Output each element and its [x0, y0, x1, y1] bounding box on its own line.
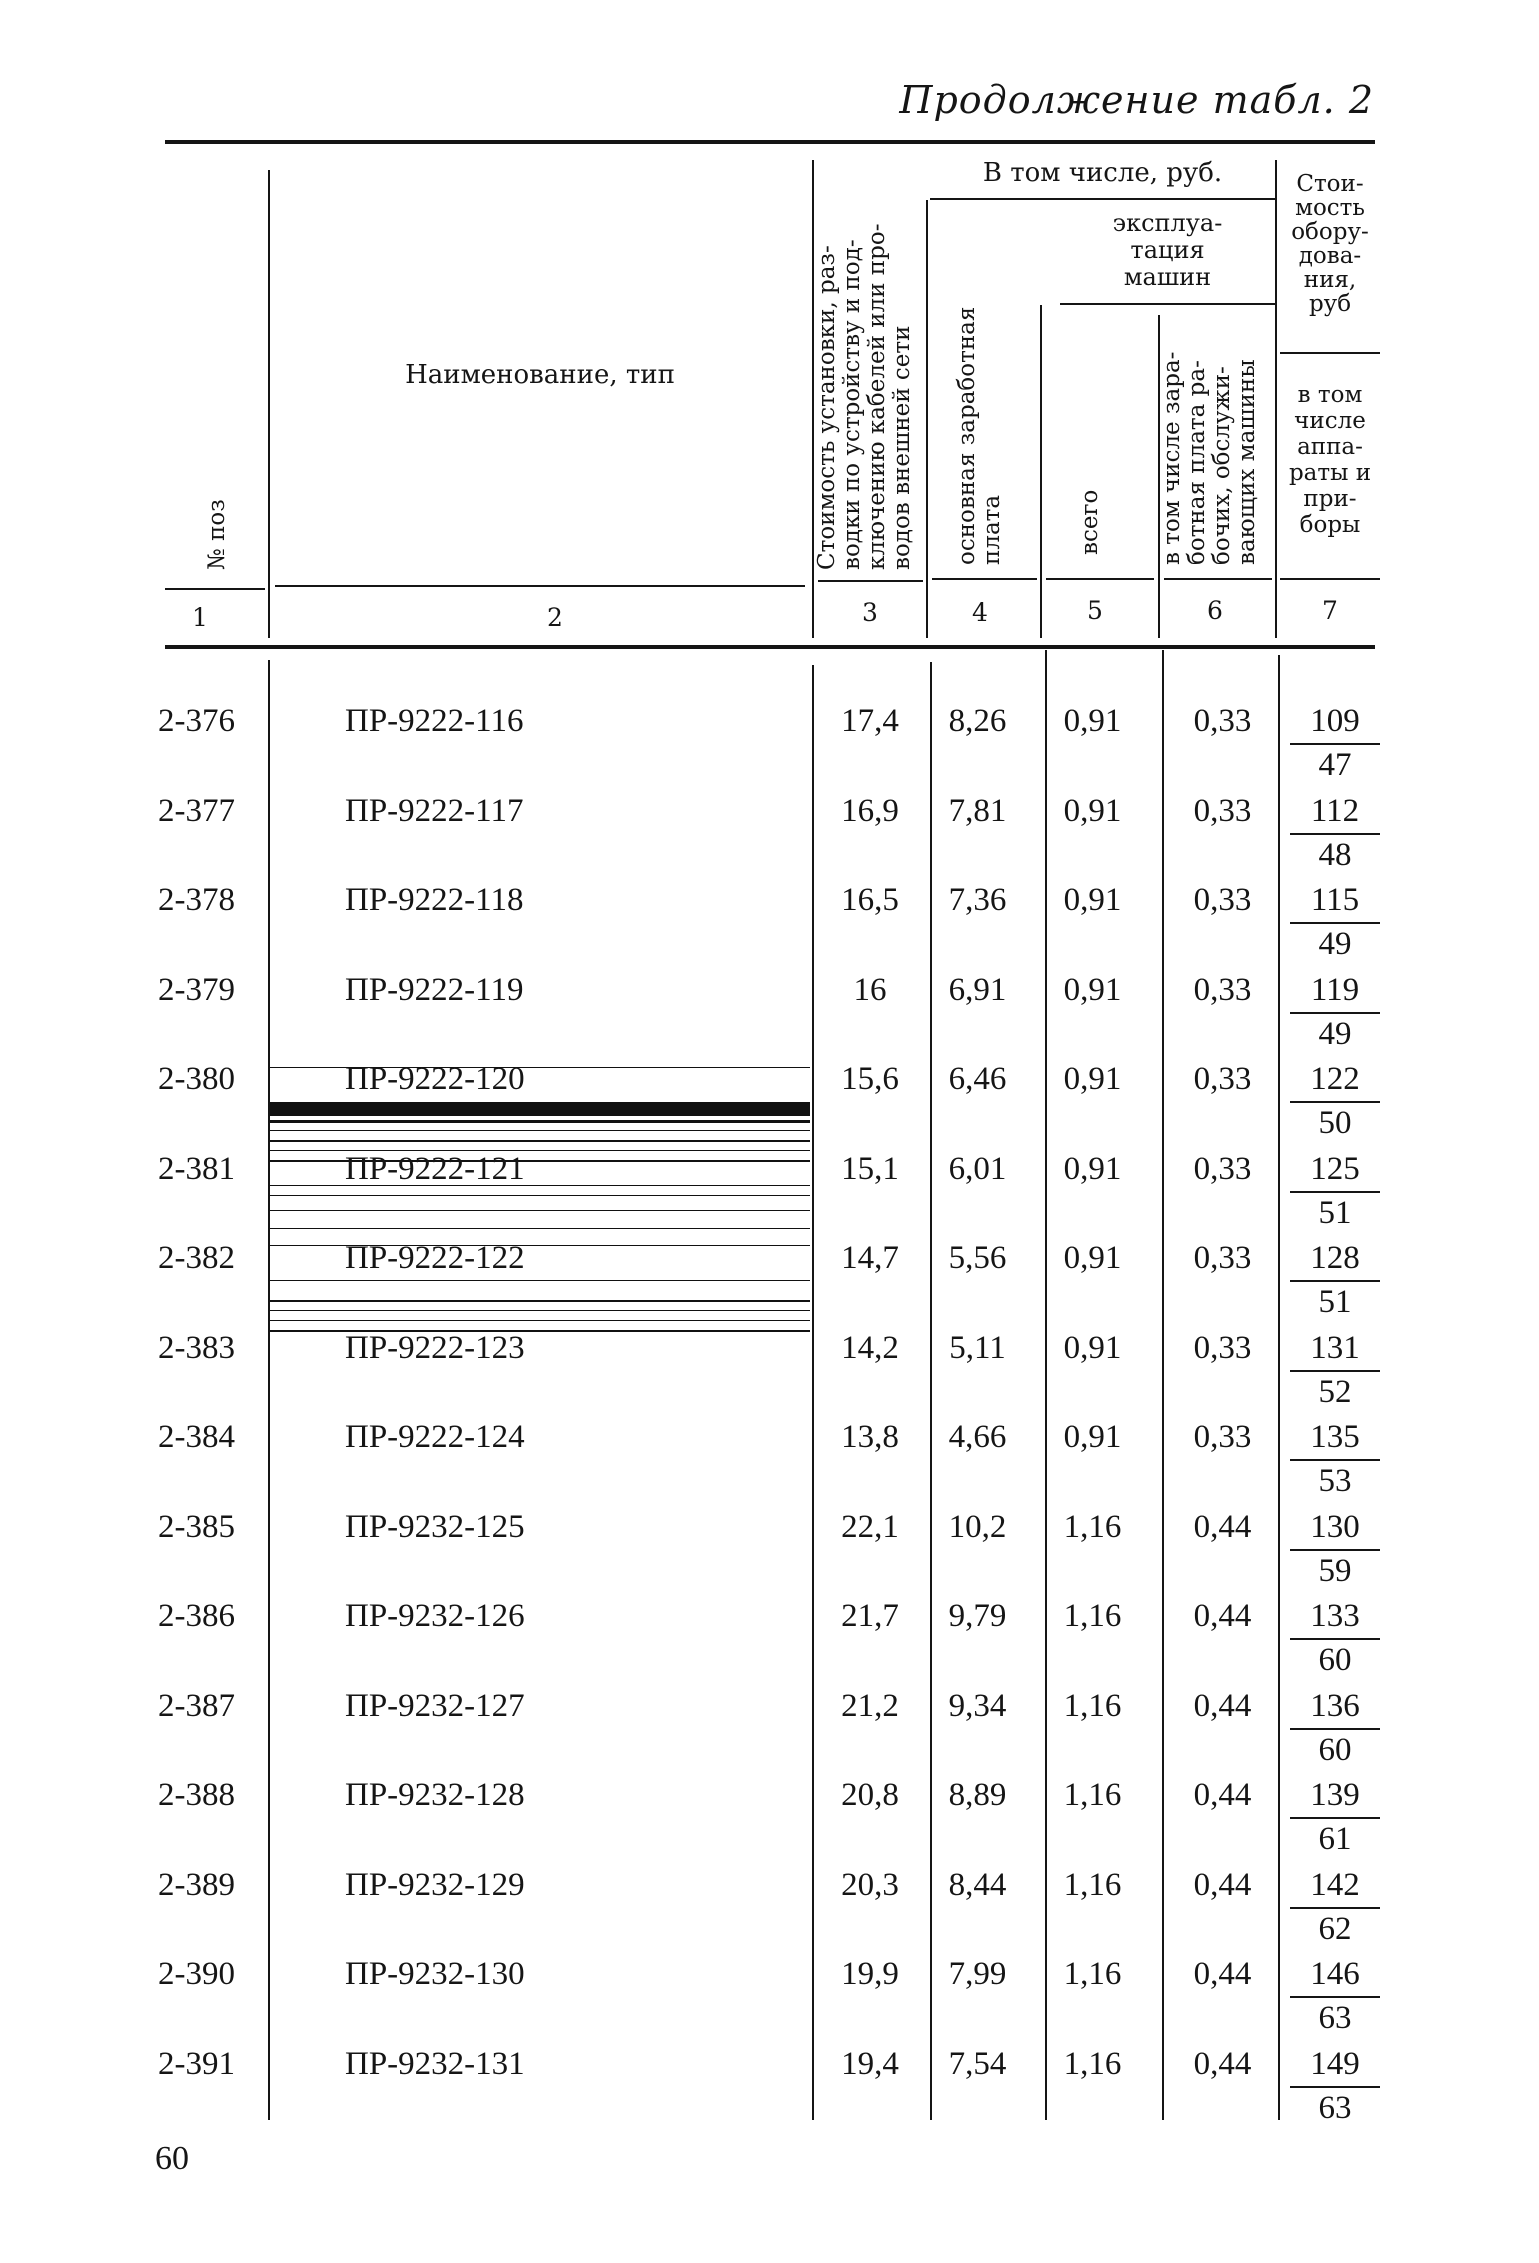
row-name: ПР-9222-122: [345, 1240, 525, 1276]
row-name: ПР-9222-119: [345, 971, 524, 1008]
table-caption: Продолжение табл. 2: [899, 78, 1374, 122]
row-pos: 2-391: [158, 2045, 235, 2082]
colnum-7: 7: [1322, 596, 1338, 625]
scan-artifact: [270, 1195, 810, 1196]
row-c6: 0,33: [1193, 703, 1252, 739]
row-c6: 0,44: [1193, 1508, 1252, 1545]
row-c7-top: 142: [1310, 1866, 1360, 1903]
scan-artifact: [270, 1320, 810, 1321]
row-c4: 9,34: [948, 1687, 1007, 1724]
row-c7-bottom: 48: [1318, 836, 1352, 873]
body-divider-3: [930, 662, 932, 2120]
header-col3: [815, 170, 915, 570]
row-c7-bottom: 59: [1318, 1552, 1352, 1589]
fraction-line: [1290, 1191, 1380, 1193]
fraction-line: [1290, 1459, 1380, 1461]
row-pos: 2-390: [158, 1956, 235, 1992]
header-bottom-rule-7: [1280, 578, 1380, 580]
header-col4-text: основная заработная плата: [954, 306, 1005, 565]
row-pos: 2-382: [158, 1240, 235, 1276]
row-c7-top: 122: [1310, 1061, 1360, 1097]
row-c6: 0,44: [1193, 2045, 1252, 2082]
row-c5: 0,91: [1063, 1240, 1122, 1276]
body-divider-1: [268, 660, 270, 2120]
row-c7-bottom: 49: [1318, 1015, 1352, 1052]
header-col6: [1160, 352, 1260, 565]
column-numbers-rule: [165, 645, 1375, 649]
row-c3: 13,8: [841, 1419, 899, 1455]
row-pos: 2-376: [158, 703, 235, 739]
colnum-1: 1: [192, 603, 208, 632]
exploit-group-rule: [1060, 303, 1275, 305]
row-c7-bottom: 63: [1318, 2089, 1352, 2126]
row-c4: 4,66: [948, 1419, 1007, 1455]
fraction-line: [1290, 1817, 1380, 1819]
colnum-4: 4: [972, 598, 988, 627]
row-name: ПР-9232-128: [345, 1777, 525, 1813]
row-c7-top: 130: [1310, 1508, 1360, 1545]
h7-split-rule: [1280, 352, 1380, 354]
row-pos: 2-388: [158, 1777, 235, 1813]
row-name: ПР-9222-121: [345, 1150, 525, 1187]
colnum-3: 3: [862, 598, 878, 627]
row-c7-bottom: 50: [1318, 1105, 1352, 1141]
row-c7-top: 131: [1310, 1329, 1360, 1366]
row-c5: 1,16: [1063, 1956, 1122, 1992]
row-c7-bottom: 51: [1318, 1194, 1352, 1231]
row-c3: 21,2: [841, 1687, 899, 1724]
row-c6: 0,33: [1193, 792, 1252, 829]
row-c4: 7,54: [948, 2045, 1007, 2082]
incl-group-rule: [930, 198, 1275, 200]
row-c7-top: 128: [1310, 1240, 1360, 1276]
row-c3: 16: [853, 971, 887, 1008]
row-name: ПР-9232-125: [345, 1508, 525, 1545]
row-name: ПР-9222-124: [345, 1419, 525, 1455]
row-c4: 7,81: [948, 792, 1007, 829]
row-c3: 16,5: [841, 882, 899, 918]
row-name: ПР-9232-131: [345, 2045, 525, 2082]
header-col7-top-text: Стои- мость обору- дова- ния, руб: [1291, 171, 1369, 317]
header-divider-4: [1040, 305, 1042, 638]
header-bottom-rule-1: [165, 588, 265, 590]
row-c7-top: 135: [1310, 1419, 1360, 1455]
row-pos: 2-380: [158, 1061, 235, 1097]
header-exploit-group: [1060, 210, 1275, 291]
row-c5: 0,91: [1063, 882, 1122, 918]
row-c5: 0,91: [1063, 703, 1122, 739]
row-c7-bottom: 52: [1318, 1373, 1352, 1410]
row-c6: 0,44: [1193, 1866, 1252, 1903]
body-divider-2: [812, 665, 814, 2120]
header-pos: № поз: [204, 499, 230, 570]
row-c3: 15,6: [841, 1061, 899, 1097]
scan-artifact: [270, 1228, 810, 1229]
row-c5: 0,91: [1063, 1150, 1122, 1187]
row-pos: 2-381: [158, 1150, 235, 1187]
header-divider-6: [1275, 160, 1277, 638]
row-c7-top: 125: [1310, 1150, 1360, 1187]
row-name: ПР-9222-116: [345, 703, 524, 739]
row-c7-top: 146: [1310, 1956, 1360, 1992]
scan-artifact: [270, 1210, 810, 1211]
scan-artifact: [270, 1120, 810, 1123]
fraction-line: [1290, 1996, 1380, 1998]
row-name: ПР-9222-118: [345, 882, 524, 918]
header-col7-top: [1280, 172, 1380, 316]
row-pos: 2-377: [158, 792, 235, 829]
row-c4: 6,01: [948, 1150, 1007, 1187]
body-divider-4: [1045, 650, 1047, 2120]
colnum-2: 2: [547, 603, 563, 632]
header-exploit-group-text: эксплуа- тация машин: [1112, 209, 1223, 291]
row-pos: 2-387: [158, 1687, 235, 1724]
row-c3: 21,7: [841, 1598, 899, 1634]
header-col4: [955, 307, 1005, 565]
row-c4: 5,56: [948, 1240, 1007, 1276]
row-c5: 0,91: [1063, 792, 1122, 829]
fraction-line: [1290, 1012, 1380, 1014]
row-c7-bottom: 60: [1318, 1731, 1352, 1768]
fraction-line: [1290, 1280, 1380, 1282]
row-c5: 0,91: [1063, 1329, 1122, 1366]
row-pos: 2-389: [158, 1866, 235, 1903]
header-divider-1: [268, 170, 270, 638]
fraction-line: [1290, 1728, 1380, 1730]
row-c7-top: 139: [1310, 1777, 1360, 1813]
header-col3-text: Стоимость установки, раз- водки по устройству и под- ключению кабелей или про- водов внешней сети: [814, 223, 915, 570]
fraction-line: [1290, 1638, 1380, 1640]
row-pos: 2-386: [158, 1598, 235, 1634]
row-c4: 6,91: [948, 971, 1007, 1008]
fraction-line: [1290, 1549, 1380, 1551]
row-c6: 0,33: [1193, 1150, 1252, 1187]
row-c3: 14,7: [841, 1240, 899, 1276]
scan-artifact: [270, 1102, 810, 1116]
scan-artifact: [270, 1300, 810, 1302]
row-name: ПР-9222-123: [345, 1329, 525, 1366]
fraction-line: [1290, 743, 1380, 745]
row-c3: 16,9: [841, 792, 899, 829]
scan-artifact: [270, 1280, 810, 1281]
row-c4: 8,89: [948, 1777, 1007, 1813]
header-bottom-rule-5: [1046, 578, 1154, 580]
row-c3: 22,1: [841, 1508, 899, 1545]
row-name: ПР-9232-127: [345, 1687, 525, 1724]
row-c7-top: 115: [1310, 882, 1360, 918]
row-c3: 14,2: [841, 1329, 899, 1366]
row-c7-bottom: 60: [1318, 1642, 1352, 1678]
colnum-6: 6: [1207, 596, 1223, 625]
row-c5: 1,16: [1063, 1598, 1122, 1634]
row-pos: 2-378: [158, 882, 235, 918]
row-c4: 5,11: [949, 1329, 1006, 1366]
header-bottom-rule-2: [275, 585, 805, 587]
row-c5: 1,16: [1063, 1508, 1122, 1545]
row-c7-bottom: 47: [1318, 747, 1352, 783]
row-c4: 8,44: [948, 1866, 1007, 1903]
row-c4: 7,99: [948, 1956, 1007, 1992]
row-c7-top: 109: [1310, 703, 1360, 739]
row-name: ПР-9232-129: [345, 1866, 525, 1903]
row-name: ПР-9222-120: [345, 1061, 525, 1097]
row-name: ПР-9222-117: [345, 792, 524, 829]
fraction-line: [1290, 1907, 1380, 1909]
row-pos: 2-379: [158, 971, 235, 1008]
fraction-line: [1290, 1101, 1380, 1103]
row-c6: 0,44: [1193, 1777, 1252, 1813]
header-col5: всего: [1077, 489, 1103, 555]
header-col6-text: в том числе зара- ботная плата ра- бочих, обслужи- вающих машины: [1159, 351, 1260, 565]
row-c7-top: 112: [1310, 792, 1360, 829]
row-c4: 10,2: [948, 1508, 1007, 1545]
row-pos: 2-385: [158, 1508, 235, 1545]
header-bottom-rule-3: [818, 580, 923, 582]
row-c3: 20,3: [841, 1866, 899, 1903]
row-c4: 9,79: [948, 1598, 1007, 1634]
row-pos: 2-383: [158, 1329, 235, 1366]
row-c5: 1,16: [1063, 1777, 1122, 1813]
row-c7-top: 133: [1310, 1598, 1360, 1634]
row-c6: 0,44: [1193, 1598, 1252, 1634]
row-name: ПР-9232-130: [345, 1956, 525, 1992]
colnum-5: 5: [1087, 596, 1103, 625]
row-c3: 15,1: [841, 1150, 899, 1187]
fraction-line: [1290, 922, 1380, 924]
page-number: 60: [155, 2140, 189, 2177]
row-c4: 6,46: [948, 1061, 1007, 1097]
row-c7-bottom: 63: [1318, 2000, 1352, 2036]
header-divider-3: [926, 200, 928, 638]
scan-artifact: [270, 1130, 810, 1131]
fraction-line: [1290, 833, 1380, 835]
row-c6: 0,33: [1193, 1061, 1252, 1097]
row-c7-top: 119: [1310, 971, 1360, 1008]
scan-artifact: [270, 1140, 810, 1142]
row-c3: 19,4: [841, 2045, 899, 2082]
row-c4: 8,26: [948, 703, 1007, 739]
row-c5: 1,16: [1063, 1687, 1122, 1724]
row-c3: 17,4: [841, 703, 899, 739]
row-c6: 0,33: [1193, 882, 1252, 918]
scan-artifact: [270, 1310, 810, 1311]
row-c7-bottom: 51: [1318, 1284, 1352, 1320]
row-c6: 0,33: [1193, 971, 1252, 1008]
row-c7-bottom: 53: [1318, 1463, 1352, 1499]
row-c5: 0,91: [1063, 971, 1122, 1008]
row-c6: 0,33: [1193, 1419, 1252, 1455]
table-top-rule: [165, 140, 1375, 144]
row-c7-top: 136: [1310, 1687, 1360, 1724]
row-c3: 20,8: [841, 1777, 899, 1813]
body-divider-6: [1278, 655, 1280, 2120]
fraction-line: [1290, 1370, 1380, 1372]
row-c5: 0,91: [1063, 1061, 1122, 1097]
header-col7-bottom: [1280, 382, 1380, 538]
row-c7-top: 149: [1310, 2045, 1360, 2082]
row-c5: 1,16: [1063, 1866, 1122, 1903]
header-incl-group: В том числе, руб.: [982, 158, 1223, 188]
body-divider-5: [1162, 650, 1164, 2120]
fraction-line: [1290, 2086, 1380, 2088]
row-c3: 19,9: [841, 1956, 899, 1992]
header-bottom-rule-4: [932, 578, 1037, 580]
row-c7-bottom: 61: [1318, 1821, 1352, 1857]
header-col7-bottom-text: в том числе аппа- раты и при- боры: [1288, 382, 1372, 538]
row-c4: 7,36: [948, 882, 1007, 918]
row-c6: 0,44: [1193, 1956, 1252, 1992]
header-bottom-rule-6: [1164, 578, 1272, 580]
row-c6: 0,44: [1193, 1687, 1252, 1724]
row-c5: 1,16: [1063, 2045, 1122, 2082]
row-c5: 0,91: [1063, 1419, 1122, 1455]
row-c6: 0,33: [1193, 1329, 1252, 1366]
row-name: ПР-9232-126: [345, 1598, 525, 1634]
row-c7-bottom: 49: [1318, 926, 1352, 962]
header-name: Наименование, тип: [405, 360, 675, 390]
row-c6: 0,33: [1193, 1240, 1252, 1276]
row-c7-bottom: 62: [1318, 1910, 1352, 1947]
row-pos: 2-384: [158, 1419, 235, 1455]
